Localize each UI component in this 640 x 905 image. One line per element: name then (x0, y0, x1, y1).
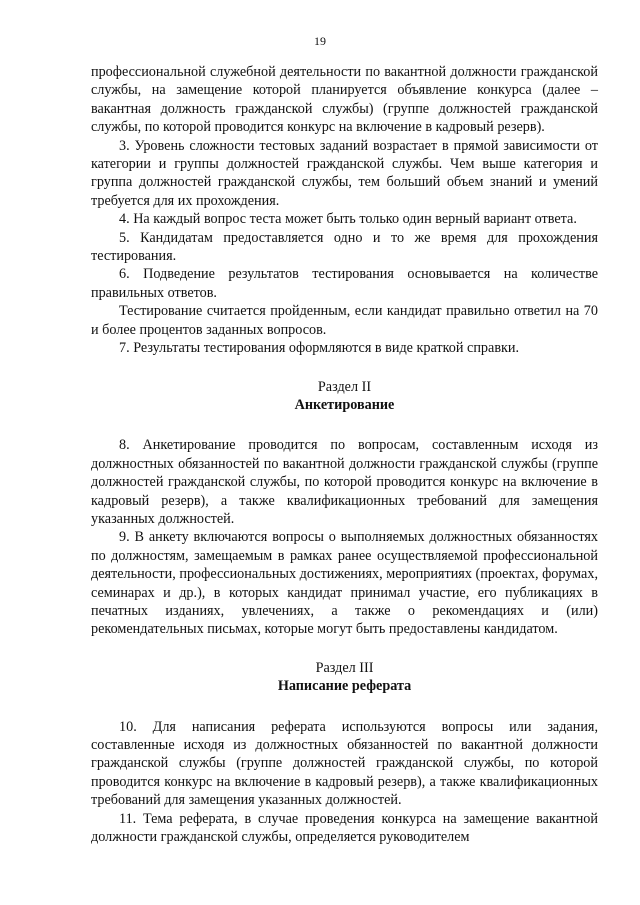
paragraph-item-7: 7. Результаты тестирования оформляются в виде краткой справки. (119, 340, 520, 357)
paragraph-item-8: 8. Анкетирование проводится по вопросам, составленным исходя из должностных обязанностей по вакантной должности гражданской службы (группе должностей гражданской службы, по которой проводится конкурс на включение в кадровый резерв), а также квалификационных требований для замещения указанных должностей. (91, 437, 598, 527)
paragraph-item-5: 5. Кандидатам предоставляется одно и то же время для прохождения тестирования. (91, 229, 598, 265)
paragraph-continuation: профессиональной служебной деятельности по вакантной должности гражданской службы, на замещение которой планируется объявление конкурса (далее – вакантная должность гражданской службы) (группе должностей гражданской службы, по которой проводится конкурс на включение в кадровый резерв). (91, 64, 598, 136)
paragraph-item-4: 4. На каждый вопрос теста может быть только один верный вариант ответа. (119, 211, 577, 228)
section-3-title: Написание реферата (277, 678, 412, 695)
paragraph-item-6: 6. Подведение результатов тестирования основывается на количестве правильных ответов. (91, 266, 598, 301)
section-3-label: Раздел III (315, 659, 374, 676)
page-number: 19 (314, 34, 326, 48)
paragraph-pass-criteria: Тестирование считается пройденным, если кандидат правильно ответил на 70 и более процентов заданных вопросов. (91, 303, 598, 338)
paragraph-item-11: 11. Тема реферата, в случае проведения конкурса на замещение вакантной должности гражданской службы, определяется руководителем (91, 810, 598, 846)
document-body (91, 63, 598, 846)
paragraph-item-3: 3. Уровень сложности тестовых заданий возрастает в прямой зависимости от категории и группы должностей гражданской службы. Чем выше категория и группа должностей гражданской службы, тем больший объем знаний и умений требуется для их прохождения. (91, 137, 598, 209)
section-2-title: Анкетирование (294, 396, 395, 413)
paragraph-item-9: 9. В анкету включаются вопросы о выполняемых должностных обязанностях по должностям, замещаемым в рамках ранее осуществляемой профессиональной деятельности, профессиональных достижениях, мероприятиях (проектах, форумах, семинарах и др.), в которых кандидат принимал участие, его публикациях в печатных изданиях, увлечениях, а также о рекомендациях и (или) рекомендательных письмах, которые могут быть предоставлены кандидатом. (91, 529, 598, 638)
paragraph-item-10: 10. Для написания реферата используются вопросы или задания, составленные исходя из должностных обязанностей по вакантной должности гражданской службы (группе должностей гражданской службы, по которой проводится конкурс на включение в кадровый резерв), а также квалификационных требований для замещения указанных должностей. (91, 718, 598, 809)
section-2-label: Раздел II (317, 378, 372, 395)
